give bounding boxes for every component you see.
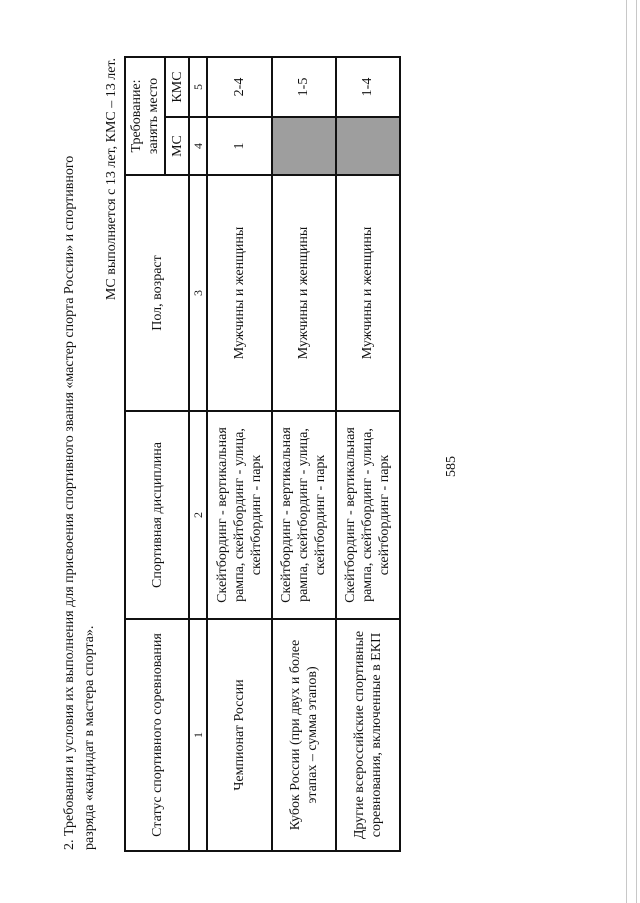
page-number: 585	[444, 456, 459, 477]
table-row	[272, 57, 336, 851]
header-requirement: Требование: занять место	[125, 57, 165, 175]
cell-kms: 1-4	[336, 57, 400, 117]
cell-ms: 1	[207, 117, 271, 175]
table-row	[336, 57, 400, 851]
age-note: МС выполняется с 13 лет, КМС – 13 лет.	[104, 58, 119, 301]
column-number: 2	[189, 411, 207, 619]
table-row	[207, 57, 271, 851]
scan-edge-line	[626, 0, 627, 903]
cell-discipline: Скейтбординг - вертикальная рампа, скейтбординг - улица, скейтбординг - парк	[207, 411, 271, 619]
cell-discipline: Скейтбординг - вертикальная рампа, скейтбординг - улица, скейтбординг - парк	[336, 411, 400, 619]
header-gender-age: Пол, возраст	[125, 175, 189, 411]
column-number: 4	[189, 117, 207, 175]
requirements-table	[124, 56, 401, 852]
cell-kms: 2-4	[207, 57, 271, 117]
cell-status: Чемпионат России	[207, 619, 271, 851]
cell-gender: Мужчины и женщины	[336, 175, 400, 411]
cell-ms-shaded	[336, 117, 400, 175]
rotated-document	[60, 30, 530, 880]
scan-edge-line	[636, 0, 637, 903]
header-status: Статус спортивного соревнования	[125, 619, 189, 851]
column-number: 1	[189, 619, 207, 851]
heading-line-2: разряда «кандидат в мастера спорта».	[82, 625, 97, 850]
cell-kms: 1-5	[272, 57, 336, 117]
cell-status: Кубок России (при двух и более этапах – сумма этапов)	[272, 619, 336, 851]
column-number-row	[189, 57, 207, 851]
heading-line-1: 2. Требования и условия их выполнения для присвоения спортивного звания «мастер спорта России» и спортивного	[62, 155, 77, 850]
column-number: 5	[189, 57, 207, 117]
header-ms: МС	[165, 117, 189, 175]
header-kms: КМС	[165, 57, 189, 117]
header-discipline: Спортивная дисциплина	[125, 411, 189, 619]
column-number: 3	[189, 175, 207, 411]
cell-gender: Мужчины и женщины	[272, 175, 336, 411]
section-heading	[60, 30, 100, 850]
cell-gender: Мужчины и женщины	[207, 175, 271, 411]
cell-ms-shaded	[272, 117, 336, 175]
cell-status: Другие всероссийские спортивные соревнования, включенные в ЕКП	[336, 619, 400, 851]
cell-discipline: Скейтбординг - вертикальная рампа, скейтбординг - улица, скейтбординг - парк	[272, 411, 336, 619]
